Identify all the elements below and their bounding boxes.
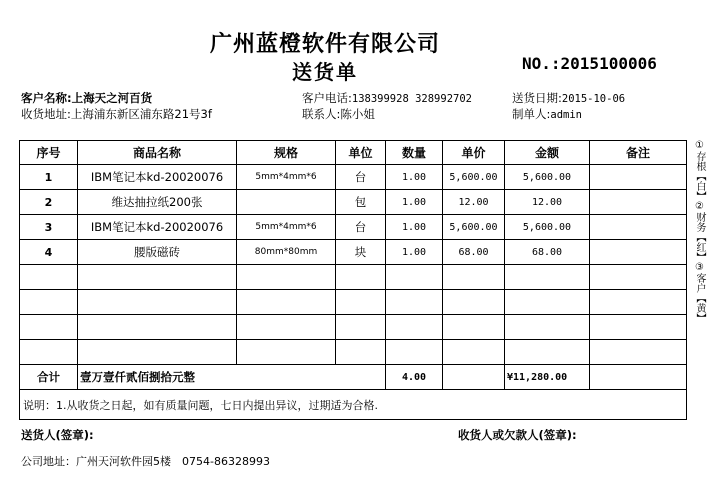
- note-row: [20, 390, 687, 420]
- header-no: 序号: [20, 141, 78, 165]
- terms-note: 说明：1.从收货之日起，如有质量问题，七日内提出异议，过期适为合格.: [20, 390, 687, 420]
- row-no: 1: [20, 165, 78, 190]
- total-label: 合计: [20, 365, 78, 390]
- row-price: 5,600.00: [443, 215, 505, 240]
- row-remark: [590, 190, 687, 215]
- total-amount: ¥11,280.00: [505, 365, 590, 390]
- company-name: 广州蓝橙软件有限公司: [209, 32, 440, 57]
- document-number: NO.:2015100006: [522, 54, 657, 73]
- header-amount: 金额: [505, 141, 590, 165]
- row-price: 68.00: [443, 240, 505, 265]
- table-row: [20, 190, 687, 215]
- row-price: 12.00: [443, 190, 505, 215]
- document-maker-label: 制单人:: [512, 107, 551, 121]
- row-spec: 5mm*4mm*6: [237, 165, 336, 190]
- customer-name-label: 客户名称:: [21, 91, 72, 105]
- row-amount: 5,600.00: [505, 215, 590, 240]
- row-spec: 80mm*80mm: [237, 240, 336, 265]
- document-maker-value: admin: [550, 109, 582, 121]
- row-name: IBM笔记本kd-20020076: [78, 215, 237, 240]
- row-remark: [590, 240, 687, 265]
- row-price: 5,600.00: [443, 165, 505, 190]
- row-remark: [590, 215, 687, 240]
- row-amount: 12.00: [505, 190, 590, 215]
- table-row: [20, 165, 687, 190]
- row-unit: 台: [336, 215, 386, 240]
- customer-phone: [302, 91, 472, 106]
- delivery-items-table: [19, 140, 687, 420]
- document-title: 送货单: [292, 60, 358, 84]
- total-price-blank: [443, 365, 505, 390]
- contact-person-label: 联系人:: [302, 107, 341, 121]
- delivery-address-value: 上海浦东新区浦东路21号3f: [70, 107, 212, 121]
- total-amount-words: 壹万壹仟贰佰捌拾元整: [78, 365, 386, 390]
- customer-name-value: 上海天之河百货: [71, 91, 153, 105]
- contact-person-value: 陈小姐: [340, 107, 375, 121]
- header-price: 单价: [443, 141, 505, 165]
- company-address: 公司地址：广州天河软件园5楼 0754-86328993: [21, 455, 270, 468]
- header-unit: 单位: [336, 141, 386, 165]
- delivery-date-value: 2015-10-06: [561, 93, 626, 105]
- header-qty: 数量: [386, 141, 443, 165]
- table-header-row: [20, 141, 687, 165]
- row-spec: 5mm*4mm*6: [237, 215, 336, 240]
- row-unit: 包: [336, 190, 386, 215]
- customer-name: [21, 91, 152, 105]
- contact-person: [302, 107, 375, 121]
- row-qty: 1.00: [386, 240, 443, 265]
- delivery-date: [512, 91, 625, 106]
- delivery-address: [21, 107, 212, 121]
- receiver-signature: 收货人或欠款人(签章):: [458, 428, 577, 442]
- table-row: [20, 240, 687, 265]
- total-quantity: 4.00: [386, 365, 443, 390]
- row-amount: 68.00: [505, 240, 590, 265]
- copy-distribution-note: ①存根【白】②财务【红】③客户【黄】: [694, 140, 705, 323]
- header-remark: 备注: [590, 141, 687, 165]
- document-maker: [512, 107, 582, 122]
- header-name: 商品名称: [78, 141, 237, 165]
- delivery-address-label: 收货地址:: [21, 107, 71, 121]
- delivery-date-label: 送货日期:: [512, 91, 562, 105]
- row-qty: 1.00: [386, 215, 443, 240]
- empty-row: [20, 315, 687, 340]
- row-amount: 5,600.00: [505, 165, 590, 190]
- header-spec: 规格: [237, 141, 336, 165]
- customer-phone-value: 138399928 328992702: [351, 93, 472, 105]
- sender-signature: 送货人(签章):: [21, 428, 94, 442]
- row-spec: [237, 190, 336, 215]
- customer-phone-label: 客户电话:: [302, 91, 352, 105]
- row-no: 3: [20, 215, 78, 240]
- total-row: [20, 365, 687, 390]
- row-unit: 台: [336, 165, 386, 190]
- row-name: 腰版磁砖: [78, 240, 237, 265]
- table-row: [20, 215, 687, 240]
- empty-row: [20, 340, 687, 365]
- row-qty: 1.00: [386, 165, 443, 190]
- row-no: 4: [20, 240, 78, 265]
- row-no: 2: [20, 190, 78, 215]
- row-name: IBM笔记本kd-20020076: [78, 165, 237, 190]
- total-remark-blank: [590, 365, 687, 390]
- empty-row: [20, 290, 687, 315]
- row-unit: 块: [336, 240, 386, 265]
- row-qty: 1.00: [386, 190, 443, 215]
- row-name: 维达抽拉纸200张: [78, 190, 237, 215]
- row-remark: [590, 165, 687, 190]
- empty-row: [20, 265, 687, 290]
